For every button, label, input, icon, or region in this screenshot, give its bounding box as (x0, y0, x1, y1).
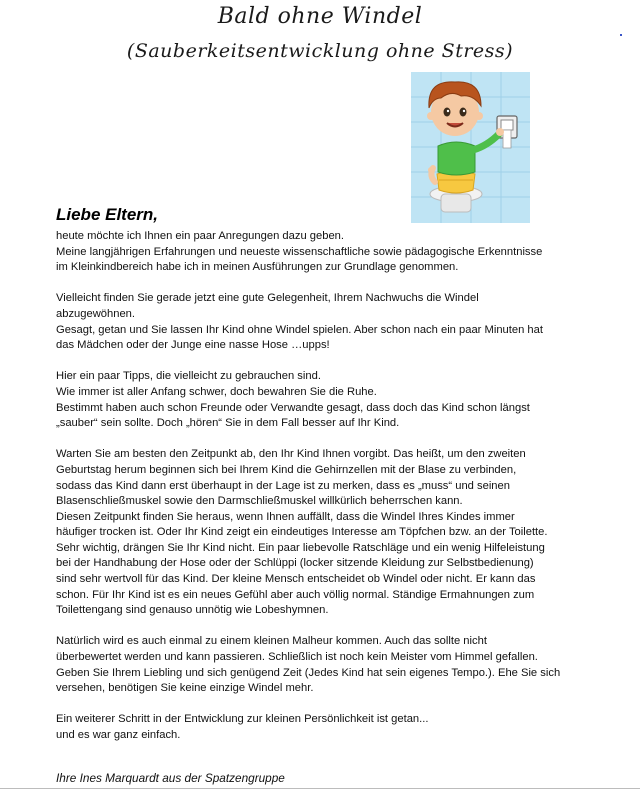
page-divider (0, 788, 640, 789)
text-line: Meine langjährigen Erfahrungen und neueste wissenschaftliche sowie pädagogische Erkenntnisse (56, 245, 543, 258)
text-line: Hier ein paar Tipps, die vielleicht zu gebrauchen sind. (56, 370, 321, 383)
text-line: Blasenschließmuskel sowie den Darmschließmuskel willkürlich beherrschen kann. (56, 495, 463, 508)
page-subtitle: (Sauberkeitsentwicklung ohne Stress) (126, 40, 514, 62)
text-line: Wie immer ist aller Anfang schwer, doch bewahren Sie die Ruhe. (56, 385, 377, 398)
text-line: versehen, benötigen Sie keine einzige Windel mehr. (56, 682, 314, 695)
paragraph (56, 369, 596, 431)
text-line: Sehr wichtig, drängen Sie Ihr Kind nicht. Ein paar liebevolle Ratschläge und ein wenig Hilfeleistung (56, 541, 545, 554)
text-line: Vielleicht finden Sie gerade jetzt eine gute Gelegenheit, Ihrem Nachwuchs die Windel (56, 292, 479, 305)
paragraph (56, 291, 596, 353)
text-line: das Mädchen oder der Junge eine nasse Hose …upps! (56, 339, 330, 352)
text-line: abzugewöhnen. (56, 307, 136, 320)
signature: Ihre Ines Marquardt aus der Spatzengruppe (56, 771, 285, 785)
text-line: Warten Sie am besten den Zeitpunkt ab, den Ihr Kind Ihnen vorgibt. Das heißt, um den zweiten (56, 448, 526, 461)
paragraph (56, 447, 596, 619)
child-on-potty-icon (411, 72, 530, 223)
text-line: „sauber“ sein sollte. Doch „hören“ Sie in dem Fall besser auf Ihr Kind. (56, 417, 400, 430)
text-line: Ein weiterer Schritt in der Entwicklung zur kleinen Persönlichkeit ist getan... (56, 713, 429, 726)
letter-body (56, 229, 596, 759)
paragraph (56, 712, 596, 743)
text-line: im Kleinkindbereich habe ich in meinen Ausführungen zur Grundlage genommen. (56, 261, 459, 274)
text-line: Gesagt, getan und Sie lassen Ihr Kind ohne Windel spielen. Aber schon nach ein paar Minuten hat (56, 323, 543, 336)
text-line: Geben Sie Ihrem Liebling und sich genügend Zeit (Jedes Kind hat sein eigenes Tempo.). Ehe Sie sich (56, 666, 561, 679)
text-line: schon. Für Ihr Kind ist es ein neues Gefühl aber auch völlig normal. Ständige Ermahnungen zum (56, 588, 535, 601)
text-line: heute möchte ich Ihnen ein paar Anregungen dazu geben. (56, 230, 344, 242)
greeting: Liebe Eltern, (56, 205, 159, 224)
text-line: und es war ganz einfach. (56, 729, 181, 741)
text-line: Bestimmt haben auch schon Freunde oder Verwandte gesagt, dass doch das Kind schon längst (56, 401, 530, 414)
page-title: Bald ohne Windel (217, 4, 423, 29)
text-line: bei der Handhabung der Hose oder der Schlüppi (locker sitzende Kleidung zur Selbstbedienung) (56, 557, 534, 570)
text-line: Geburtstag herum beginnen sich bei Ihrem Kind die Gehirnzellen mit der Blase zu verbinden, (56, 463, 517, 476)
text-line: Toilettengang sind genauso unnötig wie Lobeshymnen. (56, 604, 329, 617)
text-line: Natürlich wird es auch einmal zu einem kleinen Malheur kommen. Auch das sollte nicht (56, 635, 487, 648)
paragraph (56, 634, 596, 696)
text-line: Diesen Zeitpunkt finden Sie heraus, wenn Ihnen auffällt, dass die Windel Ihres Kindes immer (56, 510, 515, 523)
paragraph (56, 229, 596, 276)
text-line: überbewertet werden und kann passieren. Schließlich ist noch kein Meister vom Himmel gefallen. (56, 651, 538, 664)
text-line: häufiger trocken ist. Oder Ihr Kind zeigt ein eindeutiges Interesse am Töpfchen bzw. an der Toilette. (56, 526, 548, 539)
text-line: sind sehr wertvoll für das Kind. Der kleine Mensch entscheidet ob Windel oder nicht. Er kann das (56, 573, 536, 586)
text-line: sodass das Kind dann erst überhaupt in der Lage ist zu merken, dass es „muss“ und seinen (56, 479, 510, 492)
decorative-dot (620, 34, 622, 36)
